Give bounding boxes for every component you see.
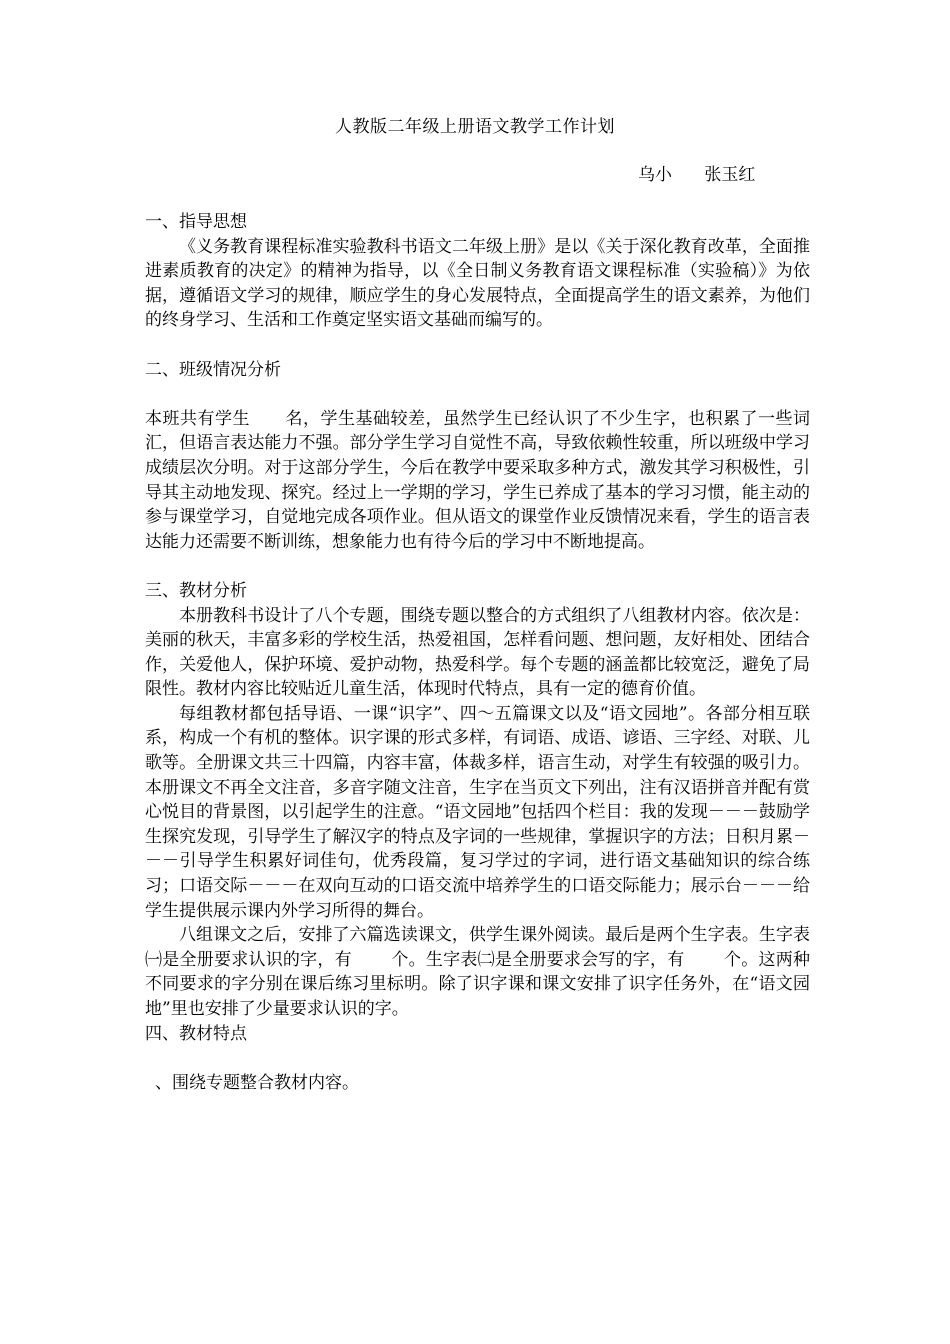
section-1-paragraph: 《义务教育课程标准实验教科书语文二年级上册》是以《关于深化教育改革，全面推进素质教育的决定》的精神为指导，以《全日制义务教育语文课程标准（实验稿）》为依据，遵循语文学习的规律，顺应学生的身心发展特点，全面提高学生的语文素养，为他们的终身学习、生活和工作奠定坚实语文基础而编写的。 — [145, 236, 810, 331]
document-title: 人教版二年级上册语文教学工作计划 — [335, 117, 615, 137]
section-heading-4: 四、教材特点 — [145, 1023, 247, 1044]
document-body — [145, 210, 810, 1095]
document-author: 乌小 张玉红 — [638, 165, 756, 185]
section-3-paragraph-1: 本册教科书设计了八个专题，围绕专题以整合的方式组织了八组教材内容。依次是：美丽的秋天，丰富多彩的学校生活，热爱祖国，怎样看问题、想问题，友好相处、团结合作，关爱他人，保护环境、爱护动物，热爱科学。每个专题的涵盖都比较宽泛，避免了局限性。教材内容比较贴近儿童生活，体现时代特点，具有一定的德育价值。 — [145, 605, 810, 700]
section-heading-3: 三、教材分析 — [145, 580, 247, 601]
section-heading-1: 一、指导思想 — [145, 212, 247, 232]
section-3-paragraph-2: 每组教材都包括导语、一课“识字”、四～五篇课文以及“语文园地”。各部分相互联系，构成一个有机的整体。识字课的形式多样，有词语、成语、谚语、三字经、对联、儿歌等。全册课文共三十四篇，内容丰富，体裁多样，语言生动，对学生有较强的吸引力。本册课文不再全文注音，多音字随文注音，生字在当页文下列出，注有汉语拼音并配有赏心悦目的背景图，以引起学生的注意。“语文园地”包括四个栏目：我的发现－－－鼓励学生探究发现，引导学生了解汉字的特点及字词的一些规律，掌握识字的方法；日积月累－－－引导学生积累好词佳句，优秀段篇，复习学过的字词，进行语文基础知识的综合练习；口语交际－－－在双向互动的口语交流中培养学生的口语交际能力；展示台－－－给学生提供展示课内外学习所得的舞台。 — [145, 703, 810, 921]
blank-line — [145, 382, 810, 407]
section-heading-2: 二、班级情况分析 — [145, 359, 281, 380]
section-2-paragraph: 本班共有学生 名，学生基础较差，虽然学生已经认识了不少生字，也积累了一些词汇，但语言表达能力不强。部分学生学习自觉性不高，导致依赖性较重，所以班级中学习成绩层次分明。对于这部分学生，今后在教学中要采取多种方式，激发其学习积极性，引导其主动地发现、探究。经过上一学期的学习，学生已养成了基本的学习习惯，能主动的参与课堂学习，自觉地完成各项作业。但从语文的课堂作业反馈情况来看，学生的语言表达能力还需要不断训练，想象能力也有待今后的学习中不断地提高。 — [145, 408, 810, 552]
section-3-paragraph-3: 八组课文之后，安排了六篇选读课文，供学生课外阅读。最后是两个生字表。生字表㈠是全册要求认识的字，有 个。生字表㈡是全册要求会写的字，有 个。这两种不同要求的字分别在课后练习里标明。除了识字课和课文安排了识字任务外，在“语文园地”里也安排了少量要求认识的字。 — [145, 925, 810, 1019]
section-4-item-1: 、围绕专题整合教材内容。 — [155, 1072, 359, 1093]
